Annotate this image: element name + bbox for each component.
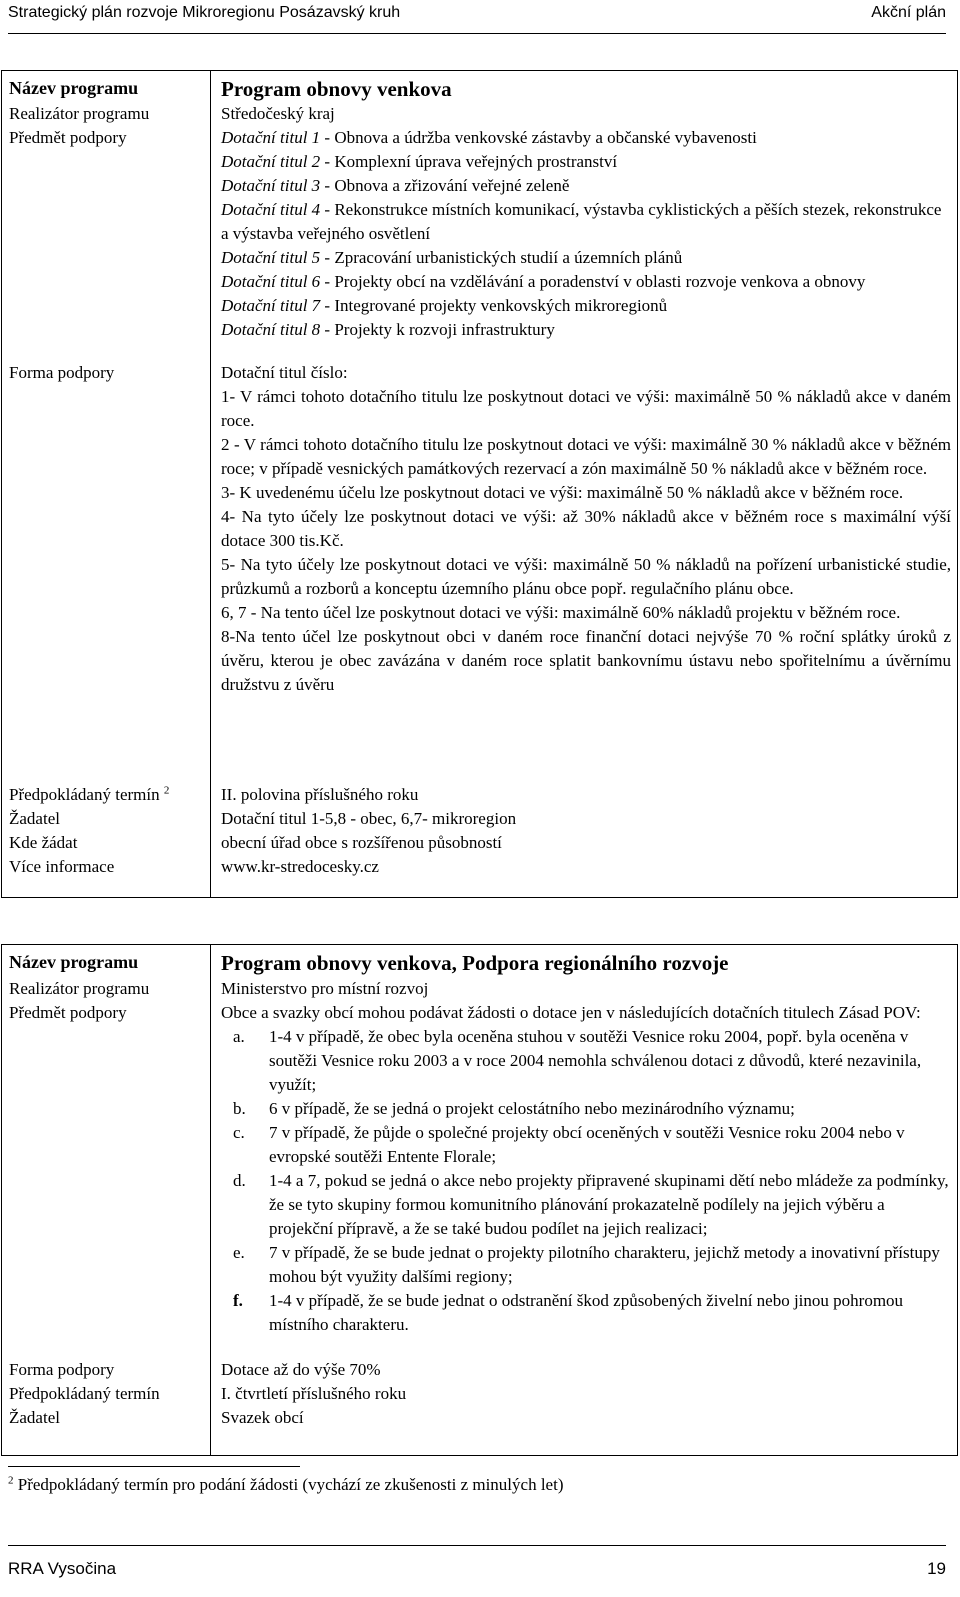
label-realizer: Realizátor programu [9,104,150,123]
where-value: obecní úřad obce s rozšířenou působností [221,833,502,852]
subject-value [221,1001,951,1337]
footnote-ref: 2 [163,784,170,797]
label-form: Forma podpory [9,363,115,382]
footnote-text: Předpokládaný termín pro podání žádosti (vychází ze zkušenosti z minulých let) [17,1475,564,1494]
organization-name: RRA Vysočina [8,1559,117,1578]
list-item: c. 7 v případě, že půjde o společné projekty obcí oceněných v soutěži Vesnice roku 2004 nebo v evropské soutěži Entente Florale; [233,1123,905,1166]
subject-intro: Obce a svazky obcí mohou podávat žádosti o dotace jen v následujících dotačních titulech Zásad POV: [221,1003,921,1022]
grant-title-item: Dotační titul 7 - Integrované projekty venkovských mikroregionů [221,296,668,315]
form-item: 3- K uvedenému účelu lze poskytnout dotaci ve výši: maximálně 50 % nákladů akce v běžném roce. [221,483,904,502]
form-intro: Dotační titul číslo: [221,363,348,382]
grant-title-item: Dotační titul 3 - Obnova a zřizování veřejné zeleně [221,176,570,195]
form-item: 2 - V rámci tohoto dotačního titulu lze poskytnout dotaci ve výši: maximálně 30 % nákladů akce v běžném roce; v případě vesnických památkových rezervací a zón maximálně 50 % nákladů akce v běžném roce. [221,435,951,478]
footnote-separator [8,1466,300,1467]
section-title: Akční plán [871,4,946,21]
label-term: Předpokládaný termín [9,1384,160,1403]
label-term: Předpokládaný termín $^2$ [9,784,170,804]
grant-title-item: Dotační titul 1 - Obnova a údržba venkovské zástavby a občanské vybavenosti [221,128,757,147]
label-form: Forma podpory [9,1360,115,1379]
grant-title-item: Dotační titul 4 - Rekonstrukce místních komunikací, výstavba cyklistických a pěších stezek, rekonstrukce a výstavba veřejného osvětlení [221,200,942,243]
label-program-name: Název programu [9,78,139,98]
subject-list [221,1025,951,1337]
term-value: I. čtvrtletí příslušného roku [221,1384,407,1403]
grant-title-item: Dotační titul 2 - Komplexní úprava veřejných prostranství [221,152,618,171]
grant-title-item: Dotační titul 5 - Zpracování urbanistických studií a územních plánů [221,248,683,267]
form-item: 8-Na tento účel lze poskytnout obci v daném roce finanční dotaci nejvýše 70 % roční splátky úroků z úvěru, kterou je obec zavázána v daném roce splatit bankovnímu ústavu nebo spořitelnímu a úvěrnímu družstvu z úvěru [221,627,951,694]
more-info-link[interactable]: www.kr-stredocesky.cz [221,857,379,876]
form-value: Dotace až do výše 70% [221,1360,381,1379]
label-more-info: Více informace [9,857,115,876]
page-footer [8,1545,946,1596]
form-item: 1- V rámci tohoto dotačního titulu lze poskytnout dotaci ve výši: maximálně 50 % nákladů akce v daném roce. [221,387,951,430]
applicant-value: Dotační titul 1-5,8 - obec, 6,7- mikroregion [221,809,517,828]
label-subject: Předmět podpory [9,128,127,147]
page-header [8,0,946,34]
page-number: 19 [927,1559,946,1578]
label-program-name: Název programu [9,952,139,972]
list-item: e. 7 v případě, že se bude jednat o projekty pilotního charakteru, jejichž metody a inovativní přístupy mohou být využity dalšími regiony; [233,1243,940,1286]
column-divider [210,945,211,1455]
list-item: b. 6 v případě, že se jedná o projekt celostátního nebo mezinárodního významu; [233,1099,795,1118]
footnote-mark: 2 [8,1474,14,1487]
list-item: a. 1-4 v případě, že obec byla oceněna stuhou v soutěži Vesnice roku 2004, popř. byla oceněna v soutěži Vesnice roku 2003 a v roce 2004 nemohla schválenou dotaci z důvodů, které nezavinila, využít; [233,1027,922,1094]
form-value [221,361,951,697]
term-value: II. polovina příslušného roku [221,785,419,804]
program-table-2 [1,944,958,1456]
grant-title-item: Dotační titul 8 - Projekty k rozvoji infrastruktury [221,320,555,339]
applicant-value: Svazek obcí [221,1408,304,1427]
label-applicant: Žadatel [9,809,60,828]
column-divider [210,71,211,897]
subject-titles [221,126,951,342]
program-name: Program obnovy venkova [221,77,452,101]
label-realizer: Realizátor programu [9,979,150,998]
realizer-value: Ministerstvo pro místní rozvoj [221,979,429,998]
grant-title-item: Dotační titul 6 - Projekty obcí na vzdělávání a poradenství v oblasti rozvoje venkova a obnovy [221,272,866,291]
label-applicant: Žadatel [9,1408,60,1427]
form-item: 4- Na tyto účely lze poskytnout dotaci ve výši: až 30% nákladů akce v běžném roce s maximální výší dotace 300 tis.Kč. [221,507,951,550]
list-item: f. 1-4 v případě, že se bude jednat o odstranění škod způsobených živelní nebo jinou pohromou místního charakteru. [233,1291,904,1334]
program-name: Program obnovy venkova, Podpora regionálního rozvoje [221,951,729,975]
document-title: Strategický plán rozvoje Mikroregionu Posázavský kruh [8,4,401,21]
label-subject: Předmět podpory [9,1003,127,1022]
form-item: 5- Na tyto účely lze poskytnout dotaci ve výši: maximálně 50 % nákladů na pořízení urbanistické studie, průzkumů a rozborů a konceptu územního plánu obce popř. regulačního plánu obce. [221,555,951,598]
realizer-value: Středočeský kraj [221,104,335,123]
list-item: d. 1-4 a 7, pokud se jedná o akce nebo projekty připravené skupinami dětí nebo mládeže za podmínky, že se tyto skupiny formou komunitního plánování prokazatelně podílely na jejich výběru a projekční přípravě, a že se také budou podílet na jejich realizaci; [233,1171,949,1238]
form-item: 6, 7 - Na tento účel lze poskytnout dotaci ve výši: maximálně 60% nákladů projektu v běžném roce. [221,603,901,622]
label-where: Kde žádat [9,833,78,852]
program-table-1 [1,70,958,898]
footnote [8,1473,563,1497]
